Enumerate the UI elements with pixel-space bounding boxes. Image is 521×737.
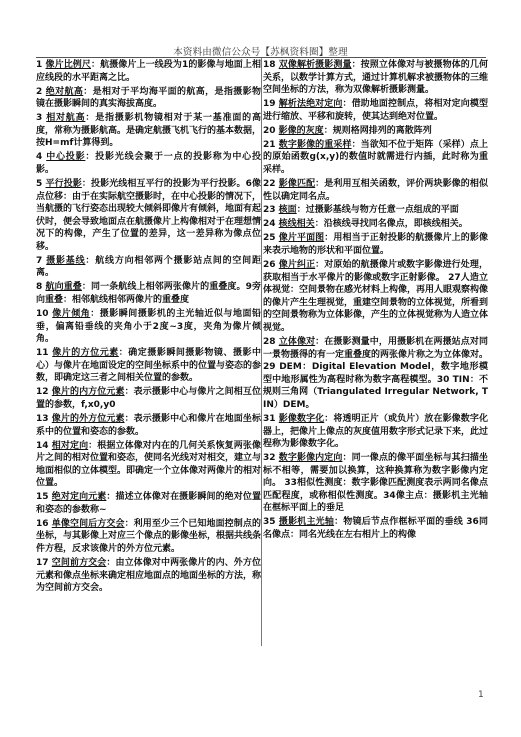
glossary-entry: 4 中心投影：投影光线会聚于一点的投影称为中心投影。 (36, 152, 261, 175)
entry-term: 摄影基线 (46, 255, 86, 266)
entry-term: 双像解析摄影测量 (278, 60, 352, 70)
entry-term: 核面 (278, 205, 297, 216)
entry-definition: 利用至少三个已知地面控制点的坐标，与其影像上对应三个像点的影像坐标，根据共线条件方程，反求该像片的外方位元素。 (36, 518, 262, 555)
entry-number: 2 (36, 86, 43, 97)
glossary-entry: 16 单像空间后方交会：利用至少三个已知地面控制点的坐标，与其影像上对应三个像点的影像坐标，根据共线条件方程，反求该像片的外方位元素。 (36, 518, 262, 555)
entry-number: 17 (36, 558, 49, 569)
entry-definition: 描述立体像对在摄影瞬间的绝对位置和姿态的参数称~ (36, 492, 261, 515)
entry-term: 解析法绝对定向 (278, 99, 343, 110)
entry-number: 23 (263, 205, 276, 216)
entry-term: 像片的方位元素 (52, 348, 119, 359)
glossary-entry: 17 空间前方交会：由立体像对中两张像片的内、外方位元素和像点坐标来确定相应地面点的地面坐标的方法，称为空间前方交会。 (36, 558, 262, 594)
entry-number: 20 (263, 125, 276, 136)
entry-definition: 对原始的航摄像片或数字影像进行处理，获取相当于水平像片的影像或数字正射影像。 27人造立体视觉：空间景物在感光材料上构像，再用人眼观察构像的像片产生生理视觉，重建空间景物的立体视觉，所看到的空间景物称为立体影像，产生的立体视觉称为人造立体视觉。 (263, 260, 489, 333)
entry-definition: 用相当于正射投影的航摄像片上的影像来表示地物的形状和平面位置。 (263, 233, 488, 257)
entry-term: 数字影像的重采样 (278, 139, 352, 150)
entry-definition: 根据立体像对内在的几何关系恢复两张像片之间的相对位置和姿态，使同名光线对对相交，建立与地面相似的立体模型。即确定一个立体像对两像片的相对位置。 (36, 440, 262, 489)
entry-term: 像片平面图 (278, 233, 325, 244)
entry-number: 21 (263, 139, 276, 150)
column-divider (261, 58, 262, 646)
entry-definition: 沿核线寻找同名像点，即核线相关。 (323, 219, 468, 230)
entry-number: 12 (36, 387, 49, 398)
entry-definition: 摄影瞬间摄影机的主光轴近似与地面铅垂，偏离铅垂线的夹角小于2度~3度，夹角为像片倾角。 (36, 309, 261, 345)
entry-number: 7 (36, 255, 43, 266)
entry-number: 32 (263, 453, 276, 464)
entry-definition: 确定摄影瞬间摄影物镜、摄影中心）与像片在地面设定的空间坐标系中的位置与姿态的参数，即确定这三者之间相关位置的参数。 (36, 348, 262, 384)
entry-term: 像片的外方位元素 (51, 413, 125, 424)
glossary-entry: 15 绝对定向元素：描述立体像对在摄影瞬间的绝对位置和姿态的参数称~ (36, 492, 261, 515)
entry-term: 像片倾角 (52, 309, 91, 320)
page-number: 1 (478, 690, 484, 700)
entry-definition: 投影光线会聚于一点的投影称为中心投影。 (36, 152, 261, 175)
entry-term: 立体像对 (278, 336, 316, 347)
entry-number: 14 (36, 440, 49, 451)
entry-number: 28 (263, 336, 276, 347)
entry-definition: 过摄影基线与物方任意一点组成的平面 (305, 205, 459, 216)
entry-number: 31 (263, 413, 276, 424)
entry-definition: 当欲知不位于矩阵（采样）点上的原始函数g(x,y)的数值时就需进行内插，此时称为重采样。 (263, 139, 488, 175)
entry-number: 8 (36, 282, 43, 293)
glossary-entry: 13 像片的外方位元素：表示摄影中心和像片在地面坐标系中的位置和姿态的参数。 (36, 413, 261, 437)
entry-number: 26 (263, 260, 276, 271)
entry-number: 15 (36, 492, 49, 503)
left-column (36, 59, 261, 596)
entry-definition: 规则格网排列的离散阵列 (332, 125, 432, 136)
glossary-entry: 11 像片的方位元素：确定摄影瞬间摄影物镜、摄影中心）与像片在地面设定的空间坐标系中的位置与姿态的参数，即确定这三者之间相关位置的参数。 (36, 348, 262, 384)
glossary-entry: 1 像片比例尺：航摄像片上一线段为1的影像与地面上相应线段的水平距离之比。 (36, 60, 261, 83)
entry-number: 1 (36, 60, 43, 70)
glossary-entry: 28 立体像对：在摄影测量中，用摄影机在两摄站点对同一景物摄得的有一定重叠度的两张像片称之为立体像对。29 DEM：Digital Elevation Model，数字地形模型中地形属性为高程时称为数字高程模型。30 TIN：不规则三角网（Triangulated Irregular Network, TIN）DEM。 (263, 336, 489, 410)
entry-term: 平行投影 (45, 178, 82, 189)
entry-definition: 同一条航线上相邻两张像片的重叠度。9旁向重叠：相邻航线相邻两像片的重叠度 (36, 282, 261, 306)
glossary-entry: 23 核面：过摄影基线与物方任意一点组成的平面 (263, 205, 459, 216)
entry-definition: 是相对于平均海平面的航高，是指摄影物镜在摄影瞬间的真实海拔高度。 (36, 86, 261, 110)
entry-number: 13 (36, 413, 49, 424)
entry-term: 核线相关 (278, 219, 315, 230)
glossary-entry: 3 相对航高：是指摄影机物镜相对于某一基准面的高度，常称为摄影航高。是确定航摄飞机飞行的基本数据，按H=mf计算得到。 (36, 113, 262, 149)
entry-term: 摄影机主光轴 (278, 517, 335, 528)
glossary-entry: 18 双像解析摄影测量：按照立体像对与被摄物体的几何关系，以数学计算方式，通过计算机解求被摄物体的三维空间坐标的方法，称为双像解析摄影测量。 (263, 60, 489, 96)
entry-number: 24 (263, 219, 276, 230)
entry-definition: 表示摄影中心与像片之间相互位置的参数，f,x0,y0 (36, 387, 261, 410)
entry-term: 影像数字化 (278, 413, 325, 424)
glossary-entry: 32 数字影像内定向：同一像点的像平面坐标与其扫描坐标不相等，需要加以换算，这种换算称为数字影像内定向。 33相似性测度：数字影像匹配测度表示两同名像点匹配程度，或称相似性测度。34像主点：摄影机主光轴在框标平面上的垂足 (263, 453, 488, 514)
entry-number: 10 (36, 309, 49, 320)
glossary-entry: 35 摄影机主光轴：物镜后节点作框标平面的垂线 36同名像点：同名光线在左右相片上的构像 (263, 517, 488, 541)
entry-term: 单像空间后方交会 (51, 518, 125, 529)
entry-number: 35 (263, 517, 276, 528)
entry-term: 像片纠正 (278, 260, 316, 271)
entry-definition: 由立体像对中两张像片的内、外方位元素和像点坐标来确定相应地面点的地面坐标的方法，称为空间前方交会。 (36, 558, 262, 594)
entry-definition: 借助地面控制点，将相对定向模型进行缩放、平移和旋转，使其达到绝对位置。 (263, 99, 488, 122)
glossary-entry: 20 影像的灰度：规则格网排列的离散阵列 (263, 125, 432, 136)
page-header: 本资料由微信公众号【苏枫资料圈】整理 (173, 47, 348, 58)
entry-definition: 表示摄影中心和像片在地面坐标系中的位置和姿态的参数。 (36, 413, 261, 437)
entry-number: 19 (263, 99, 276, 110)
entry-definition: 投影光线相互平行的投影为平行投影。6像点位移：由于在实际航空摄影时，在中心投影的情况下，当航摄的飞行姿态出现较大倾斜即像片有倾斜，地面有起伏时，便会导致地面点在航摄像片上构像相对于在理想情况下的构像，产生了位置的差异，这一差异称为像点位移。 (36, 178, 262, 252)
entry-definition: 按照立体像对与被摄物体的几何关系，以数学计算方式，通过计算机解求被摄物体的三维空间坐标的方法，称为双像解析摄影测量。 (263, 60, 489, 96)
right-column (263, 59, 488, 543)
entry-term: 中心投影 (46, 152, 86, 163)
entry-term: 航向重叠 (45, 282, 82, 293)
entry-term: 数字影像内定向 (278, 453, 343, 464)
glossary-entry: 19 解析法绝对定向：借助地面控制点，将相对定向模型进行缩放、平移和旋转，使其达到绝对位置。 (263, 99, 488, 122)
glossary-entry: 21 数字影像的重采样：当欲知不位于矩阵（采样）点上的原始函数g(x,y)的数值时就需进行内插，此时称为重采样。 (263, 139, 488, 175)
entry-term: 相对定向 (51, 440, 89, 451)
entry-term: 像片的内方位元素 (51, 387, 125, 398)
glossary-entry: 5 平行投影：投影光线相互平行的投影为平行投影。6像点位移：由于在实际航空摄影时，在中心投影的情况下，当航摄的飞行姿态出现较大倾斜即像片有倾斜，地面有起伏时，便会导致地面点在航摄像片上构像相对于在理想情况下的构像，产生了位置的差异，这一差异称为像点位移。 (36, 178, 262, 252)
entry-definition: 航摄像片上一线段为1的影像与地面上相应线段的水平距离之比。 (36, 60, 261, 83)
glossary-entry: 12 像片的内方位元素：表示摄影中心与像片之间相互位置的参数，f,x0,y0 (36, 387, 261, 410)
entry-number: 25 (263, 233, 276, 244)
entry-term: 绝对定向元素 (51, 492, 107, 503)
glossary-entry: 10 像片倾角：摄影瞬间摄影机的主光轴近似与地面铅垂，偏离铅垂线的夹角小于2度~3度，夹角为像片倾角。 (36, 309, 261, 345)
entry-number: 3 (36, 113, 43, 124)
glossary-entry: 25 像片平面图：用相当于正射投影的航摄像片上的影像来表示地物的形状和平面位置。 (263, 233, 488, 257)
entry-term: 影像的灰度 (278, 125, 324, 136)
entry-number: 18 (263, 60, 276, 70)
glossary-entry: 22 影像匹配：是利用互相关函数，评价两块影像的相似性以确定同名点。 (263, 178, 488, 202)
glossary-entry: 8 航向重叠：同一条航线上相邻两张像片的重叠度。9旁向重叠：相邻航线相邻两像片的重叠度 (36, 282, 261, 306)
entry-term: 相对航高 (46, 113, 86, 124)
glossary-entry: 31 影像数字化：将透明正片（或负片）放在影像数字化器上，把像片上像点的灰度值用数字形式记录下来，此过程称为影像数字化。 (263, 413, 489, 450)
entry-number: 11 (36, 348, 49, 359)
entry-number: 22 (263, 178, 276, 189)
entry-term: 像片比例尺 (45, 60, 91, 70)
entry-definition: 同一像点的像平面坐标与其扫描坐标不相等，需要加以换算，这种换算称为数字影像内定向。 33相似性测度：数字影像匹配测度表示两同名像点匹配程度，或称相似性测度。34像主点：摄影机主光轴在框标平面上的垂足 (263, 453, 488, 514)
glossary-entry: 7 摄影基线：航线方向相邻两个摄影站点间的空间距离。 (36, 255, 261, 279)
glossary-entry: 26 像片纠正：对原始的航摄像片或数字影像进行处理，获取相当于水平像片的影像或数字正射影像。 27人造立体视觉：空间景物在感光材料上构像，再用人眼观察构像的像片产生生理视觉，重建空间景物的立体视觉，所看到的空间景物称为立体影像，产生的立体视觉称为人造立体视觉。 (263, 260, 489, 333)
entry-definition: 将透明正片（或负片）放在影像数字化器上，把像片上像点的灰度值用数字形式记录下来，此过程称为影像数字化。 (263, 413, 489, 450)
entry-definition: 是利用互相关函数，评价两块影像的相似性以确定同名点。 (263, 178, 488, 202)
glossary-entry: 14 相对定向：根据立体像对内在的几何关系恢复两张像片之间的相对位置和姿态，使同名光线对对相交，建立与地面相似的立体模型。即确定一个立体像对两像片的相对位置。 (36, 440, 262, 489)
entry-term: 绝对航高 (45, 86, 84, 97)
entry-number: 16 (36, 518, 49, 529)
entry-term: 空间前方交会 (51, 558, 107, 569)
entry-definition: 在摄影测量中，用摄影机在两摄站点对同一景物摄得的有一定重叠度的两张像片称之为立体像对。29 DEM：Digital Elevation Model，数字地形模型中地形属性为高程时称为数字高程模型。30 TIN：不规则三角网（Triangulated Irregular Network, TIN）DEM。 (263, 336, 489, 410)
entry-term: 影像匹配 (278, 178, 316, 189)
glossary-entry: 2 绝对航高：是相对于平均海平面的航高，是指摄影物镜在摄影瞬间的真实海拔高度。 (36, 86, 261, 110)
entry-definition: 是指摄影机物镜相对于某一基准面的高度，常称为摄影航高。是确定航摄飞机飞行的基本数据，按H=mf计算得到。 (36, 113, 262, 149)
entry-definition: 物镜后节点作框标平面的垂线 36同名像点：同名光线在左右相片上的构像 (263, 517, 488, 541)
entry-definition: 航线方向相邻两个摄影站点间的空间距离。 (36, 255, 261, 279)
entry-number: 4 (36, 152, 43, 163)
entry-number: 5 (36, 178, 43, 189)
glossary-entry: 24 核线相关：沿核线寻找同名像点，即核线相关。 (263, 219, 468, 230)
